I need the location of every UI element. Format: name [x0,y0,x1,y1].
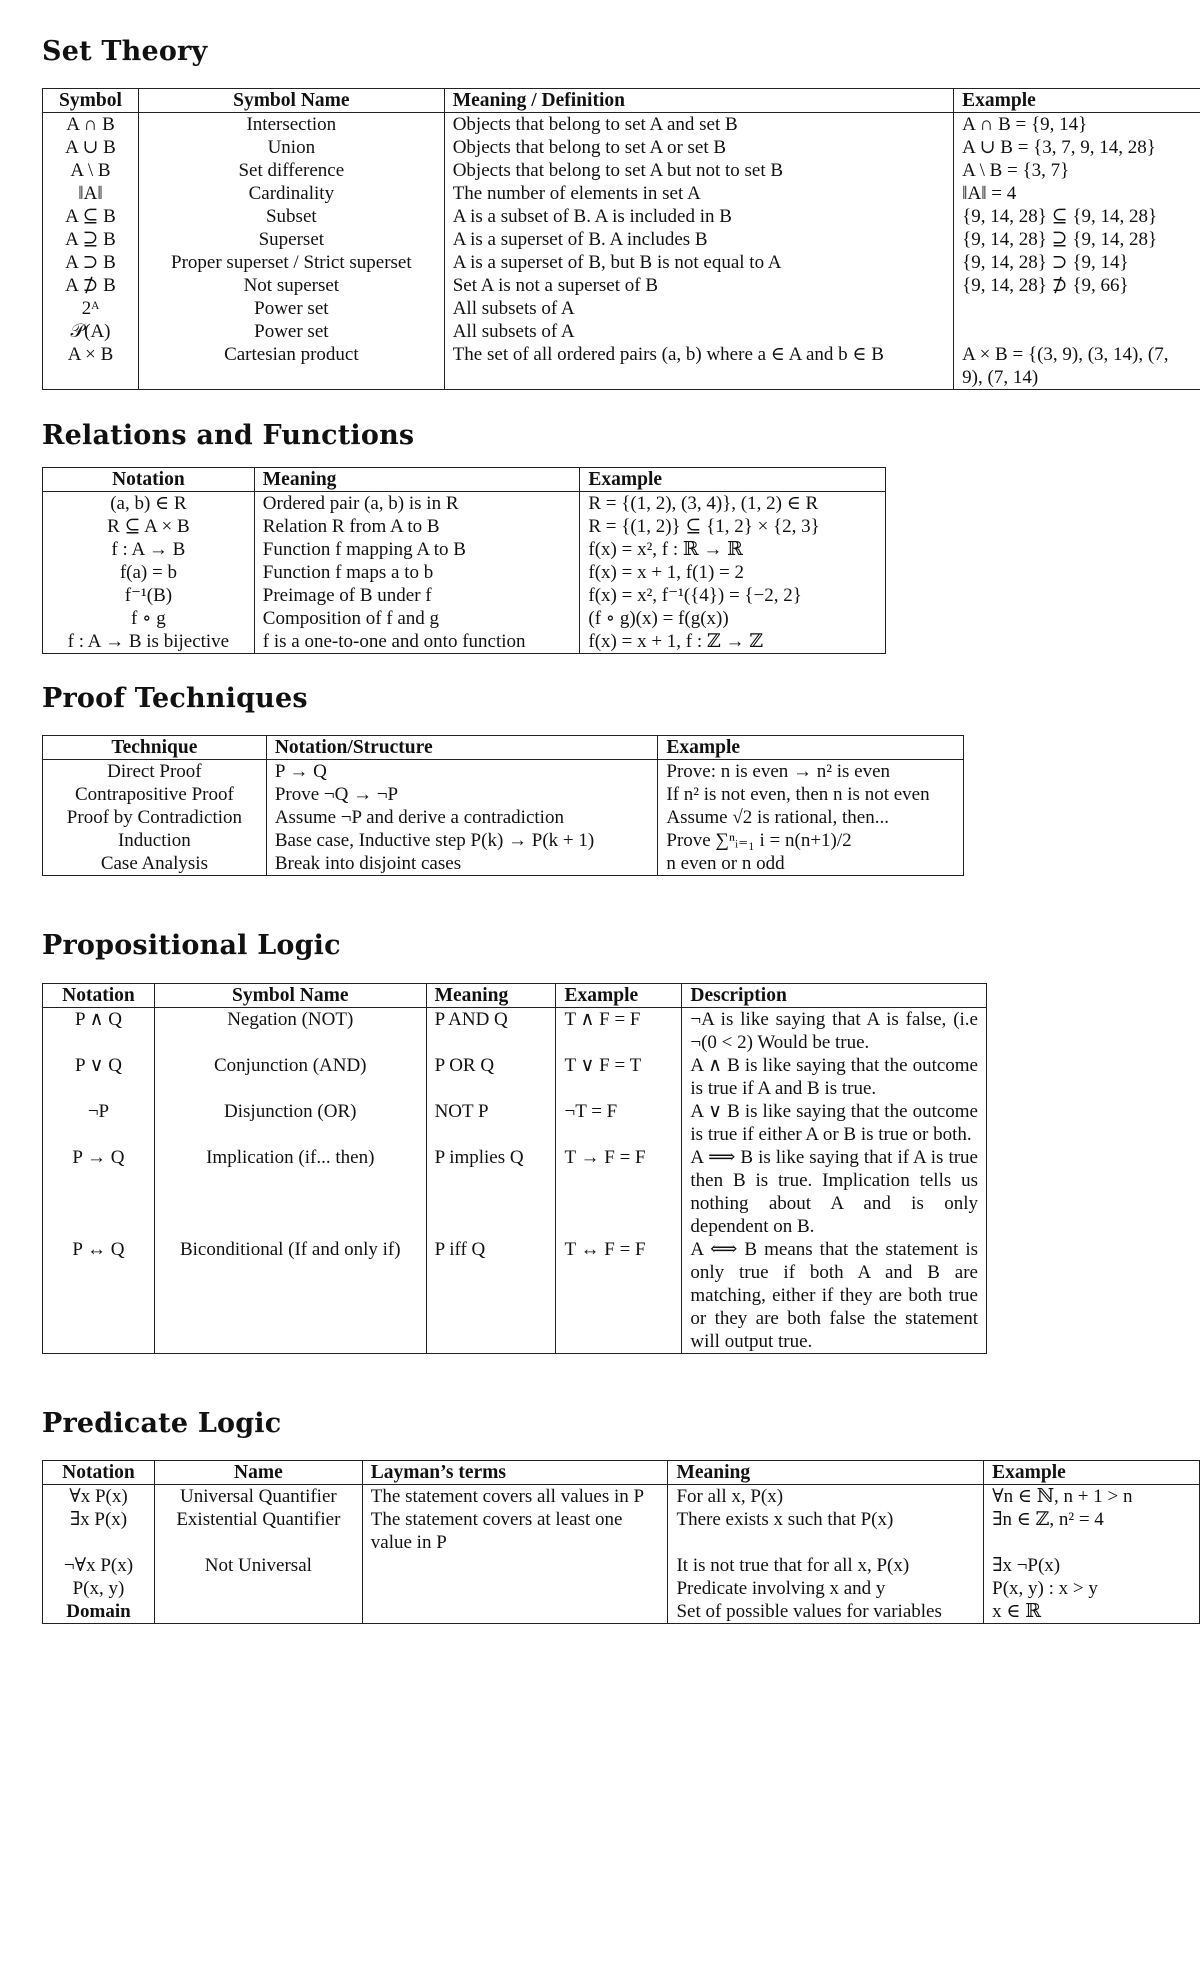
table-cell: ∃n ∈ ℤ, n² = 4 [984,1508,1200,1554]
table-cell: A ∩ B = {9, 14} [954,113,1200,137]
table-cell: A \ B [43,159,139,182]
table-cell: ¬T = F [556,1100,682,1146]
table-cell: (f ∘ g)(x) = f(g(x)) [580,607,886,630]
table-cell: R = {(1, 2), (3, 4)}, (1, 2) ∈ R [580,492,886,516]
table-header-row [43,89,1200,113]
table-cell: Universal Quantifier [154,1485,362,1509]
set-theory-table [42,88,1200,390]
table-cell: T → F = F [556,1146,682,1238]
table-row [43,1577,1200,1600]
table-cell: Union [138,136,444,159]
table-cell: P(x, y) [43,1577,155,1600]
table-row [43,182,1200,205]
table-cell: ¬∀x P(x) [43,1554,155,1577]
table-cell: There exists x such that P(x) [668,1508,984,1554]
table-cell: Relation R from A to B [254,515,580,538]
predicate-title: Predicate Logic [42,1408,282,1439]
table-cell: Proof by Contradiction [43,806,267,829]
table-cell: A is a subset of B. A is included in B [444,205,953,228]
table-cell: f ∘ g [43,607,255,630]
table-cell: Proper superset / Strict superset [138,251,444,274]
table-cell: {9, 14, 28} ⊇ {9, 14, 28} [954,228,1200,251]
table-cell: Assume √2 is rational, then... [658,806,964,829]
table-cell: Set of possible values for variables [668,1600,984,1624]
table-row [43,1054,987,1100]
table-cell: Not Universal [154,1554,362,1577]
column-header: Example [984,1461,1200,1485]
column-header: Symbol Name [154,984,426,1008]
table-row [43,515,886,538]
table-cell: The number of elements in set A [444,182,953,205]
set-theory-title: Set Theory [42,36,208,67]
table-header-row [43,468,886,492]
table-cell: A ∩ B [43,113,139,137]
table-cell: T ∧ F = F [556,1008,682,1055]
table-cell: The statement covers all values in P [362,1485,668,1509]
table-row [43,1600,1200,1624]
table-cell: A ⊅ B [43,274,139,297]
table-cell: A × B [43,343,139,390]
table-cell: A ∧ B is like saying that the outcome is true if A and B is true. [682,1054,987,1100]
table-header-row [43,736,964,760]
table-row [43,1554,1200,1577]
table-cell [154,1577,362,1600]
table-cell: Set A is not a superset of B [444,274,953,297]
table-cell: Predicate involving x and y [668,1577,984,1600]
table-cell: f⁻¹(B) [43,584,255,607]
column-header: Notation [43,984,155,1008]
table-row [43,343,1200,390]
table-row [43,228,1200,251]
table-cell: ∀x P(x) [43,1485,155,1509]
table-cell: T ↔ F = F [556,1238,682,1354]
table-cell: A ∪ B = {3, 7, 9, 14, 28} [954,136,1200,159]
table-cell: Implication (if... then) [154,1146,426,1238]
table-cell: {9, 14, 28} ⊃ {9, 14} [954,251,1200,274]
table-cell: A × B = {(3, 9), (3, 14), (7, 9), (7, 14) [954,343,1200,390]
table-cell: f(x) = x², f : ℝ → ℝ [580,538,886,561]
propositional-title: Propositional Logic [42,930,341,961]
table-cell: P AND Q [426,1008,556,1055]
table-row [43,274,1200,297]
table-cell [362,1577,668,1600]
table-cell: A is a superset of B, but B is not equal to A [444,251,953,274]
table-cell: f(a) = b [43,561,255,584]
table-cell: 2ᴬ [43,297,139,320]
column-header: Meaning / Definition [444,89,953,113]
table-cell: ∀n ∈ ℕ, n + 1 > n [984,1485,1200,1509]
table-row [43,136,1200,159]
table-cell: Base case, Inductive step P(k) → P(k + 1) [266,829,658,852]
table-row [43,492,886,516]
table-cell: P OR Q [426,1054,556,1100]
table-cell [954,297,1200,320]
table-cell: Objects that belong to set A or set B [444,136,953,159]
table-row [43,159,1200,182]
table-cell: f : A → B [43,538,255,561]
column-header: Technique [43,736,267,760]
table-cell: {9, 14, 28} ⊆ {9, 14, 28} [954,205,1200,228]
table-cell: Power set [138,297,444,320]
table-row [43,561,886,584]
table-cell: Direct Proof [43,760,267,784]
relations-title: Relations and Functions [42,420,415,451]
table-cell: Prove ∑ⁿᵢ₌₁ i = n(n+1)/2 [658,829,964,852]
table-cell: A ⊃ B [43,251,139,274]
column-header: Meaning [426,984,556,1008]
table-cell: Power set [138,320,444,343]
table-cell [154,1600,362,1624]
table-row [43,1100,987,1146]
table-row [43,205,1200,228]
table-row [43,320,1200,343]
table-cell: For all x, P(x) [668,1485,984,1509]
table-cell: A ⊆ B [43,205,139,228]
table-cell: P → Q [43,1146,155,1238]
relations-table [42,467,886,654]
table-cell: f(x) = x², f⁻¹({4}) = {−2, 2} [580,584,886,607]
table-row [43,760,964,784]
table-cell: Break into disjoint cases [266,852,658,876]
table-row [43,297,1200,320]
table-cell: Preimage of B under f [254,584,580,607]
column-header: Notation [43,468,255,492]
table-cell: Cartesian product [138,343,444,390]
table-cell: P ∧ Q [43,1008,155,1055]
table-cell [362,1600,668,1624]
table-row [43,630,886,654]
table-cell: f : A → B is bijective [43,630,255,654]
table-row [43,783,964,806]
table-cell: 𝒫(A) [43,320,139,343]
column-header: Example [580,468,886,492]
table-cell: Prove ¬Q → ¬P [266,783,658,806]
table-cell: T ∨ F = T [556,1054,682,1100]
table-cell: A ⊇ B [43,228,139,251]
table-row [43,251,1200,274]
predicate-table [42,1460,1200,1624]
table-cell: ‖A‖ [43,182,139,205]
table-cell: All subsets of A [444,320,953,343]
column-header: Name [154,1461,362,1485]
table-cell: Subset [138,205,444,228]
table-cell: {9, 14, 28} ⊅ {9, 66} [954,274,1200,297]
table-row [43,113,1200,137]
table-row [43,1008,987,1055]
table-cell: If n² is not even, then n is not even [658,783,964,806]
table-row [43,538,886,561]
table-cell: A ⟺ B means that the statement is only true if both A and B are matching, either if they are both true or they are both false the statement will output true. [682,1238,987,1354]
table-cell: The set of all ordered pairs (a, b) where a ∈ A and b ∈ B [444,343,953,390]
table-cell: Objects that belong to set A and set B [444,113,953,137]
table-cell: R ⊆ A × B [43,515,255,538]
table-cell: A \ B = {3, 7} [954,159,1200,182]
table-cell: A is a superset of B. A includes B [444,228,953,251]
table-cell: Domain [43,1600,155,1624]
column-header: Layman’s terms [362,1461,668,1485]
table-cell: It is not true that for all x, P(x) [668,1554,984,1577]
table-row [43,806,964,829]
table-cell: ∃x P(x) [43,1508,155,1554]
table-cell: ∃x ¬P(x) [984,1554,1200,1577]
table-cell: Conjunction (AND) [154,1054,426,1100]
table-row [43,1485,1200,1509]
table-cell: f is a one-to-one and onto function [254,630,580,654]
table-cell: Cardinality [138,182,444,205]
table-cell: Induction [43,829,267,852]
table-cell: A ∪ B [43,136,139,159]
table-cell: The statement covers at least one value in P [362,1508,668,1554]
column-header: Notation [43,1461,155,1485]
column-header: Meaning [254,468,580,492]
table-cell: (a, b) ∈ R [43,492,255,516]
table-cell: P(x, y) : x > y [984,1577,1200,1600]
table-cell: NOT P [426,1100,556,1146]
table-cell: A ∨ B is like saying that the outcome is true if either A or B is true or both. [682,1100,987,1146]
table-cell: Contrapositive Proof [43,783,267,806]
table-cell: x ∈ ℝ [984,1600,1200,1624]
table-cell: Set difference [138,159,444,182]
table-cell: Case Analysis [43,852,267,876]
table-cell: Not superset [138,274,444,297]
table-cell: ¬A is like saying that A is false, (i.e ¬(0 < 2) Would be true. [682,1008,987,1055]
table-cell: Existential Quantifier [154,1508,362,1554]
table-cell: All subsets of A [444,297,953,320]
table-row [43,1508,1200,1554]
table-cell: Intersection [138,113,444,137]
table-cell: ‖A‖ = 4 [954,182,1200,205]
table-cell [362,1554,668,1577]
table-cell: P ∨ Q [43,1054,155,1100]
table-row [43,584,886,607]
column-header: Example [658,736,964,760]
table-cell: Function f maps a to b [254,561,580,584]
table-cell: Superset [138,228,444,251]
table-header-row [43,984,987,1008]
column-header: Example [954,89,1200,113]
table-cell: ¬P [43,1100,155,1146]
table-cell: P ↔ Q [43,1238,155,1354]
proof-title: Proof Techniques [42,683,308,714]
table-row [43,1146,987,1238]
column-header: Symbol [43,89,139,113]
table-cell: R = {(1, 2)} ⊆ {1, 2} × {2, 3} [580,515,886,538]
table-cell: Prove: n is even → n² is even [658,760,964,784]
table-cell: n even or n odd [658,852,964,876]
table-cell: Function f mapping A to B [254,538,580,561]
column-header: Symbol Name [138,89,444,113]
table-cell: Disjunction (OR) [154,1100,426,1146]
table-cell: A ⟹ B is like saying that if A is true then B is true. Implication tells us nothing about A and is only dependent on B. [682,1146,987,1238]
table-cell: P → Q [266,760,658,784]
table-cell: Negation (NOT) [154,1008,426,1055]
table-header-row [43,1461,1200,1485]
column-header: Notation/Structure [266,736,658,760]
table-cell: Composition of f and g [254,607,580,630]
table-cell: Assume ¬P and derive a contradiction [266,806,658,829]
propositional-table [42,983,987,1354]
table-cell: P implies Q [426,1146,556,1238]
proof-table [42,735,964,876]
table-row [43,607,886,630]
table-cell: P iff Q [426,1238,556,1354]
table-cell: f(x) = x + 1, f : ℤ → ℤ [580,630,886,654]
table-cell [954,320,1200,343]
column-header: Meaning [668,1461,984,1485]
column-header: Description [682,984,987,1008]
table-cell: Ordered pair (a, b) is in R [254,492,580,516]
table-cell: Biconditional (If and only if) [154,1238,426,1354]
table-cell: f(x) = x + 1, f(1) = 2 [580,561,886,584]
table-row [43,829,964,852]
table-cell: Objects that belong to set A but not to set B [444,159,953,182]
table-row [43,1238,987,1354]
column-header: Example [556,984,682,1008]
table-row [43,852,964,876]
